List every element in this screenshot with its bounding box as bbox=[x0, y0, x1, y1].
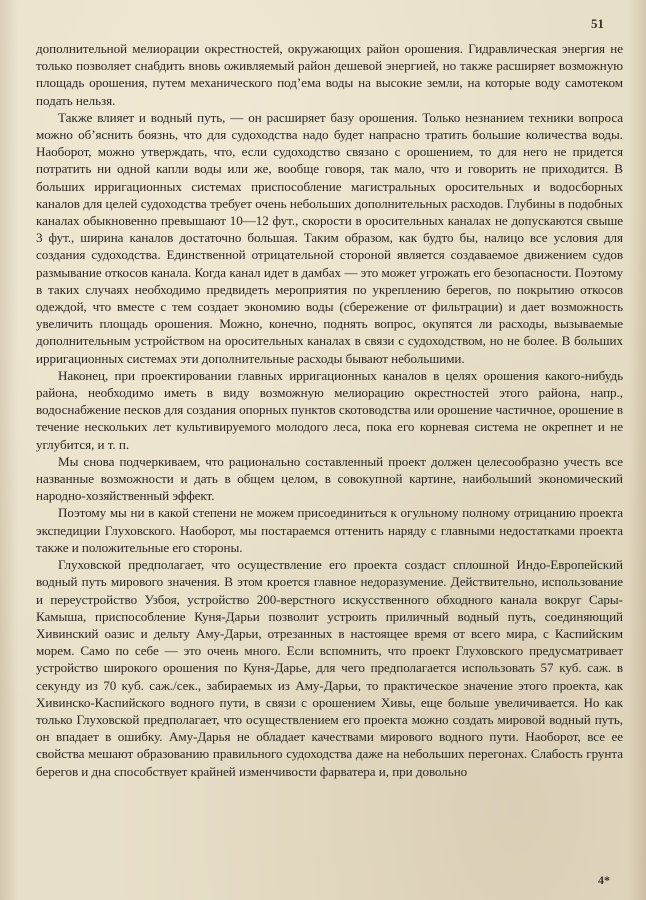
paragraph-canals-design: Наконец, при проектировании главных ирригационных каналов в целях орошения какого-нибудь района, необходимо иметь в виду возможную мелиорацию окрестностей этого района, напр., водоснабжение песков для создания опорных пунктов скотоводства или орошение частичное, орошение в течение нескольких лет культивируемого молодого леса, пока его корневая система не окрепнет и не углубится, и т. п. bbox=[36, 367, 623, 452]
page-number: 51 bbox=[591, 16, 604, 31]
body-text bbox=[36, 40, 623, 780]
paragraph-glukhovsky-waterway: Глуховской предполагает, что осуществление его проекта создаст сплошной Индо-Европейский водный путь мирового значения. В этом кроется главное недоразумение. Действительно, использование и переустройство Узбоя, устройство 200-верстного искусственного обходного канала вокруг Сары-Камыша, приспособление Куня-Дарьи позволит устроить приличный водный путь, соединяющий Хивинский оазис и дельту Аму-Дарьи, отрезанных в настоящее время от всего мира, с Каспийским морем. Само по себе — это очень много. Если вспомнить, что проект Глуховского предусматривает устройство широкого орошения по Куня-Дарье, для чего предполагается использовать 57 куб. саж. в секунду из 70 куб. саж./сек., забираемых из Аму-Дарьи, то практическое значение этого проекта, как Хивинско-Каспийского водного пути, в связи с орошением Хивы, еще больше увеличивается. Но как только Глуховской предполагает, что осуществлением его проекта можно создать мировой водный путь, он впадает в ошибку. Аму-Дарья не обладает качествами мирового водного пути. Наоборот, все ее свойства мешают образованию правильного судоходства даже на небольших перегонах. Слабость грунта берегов и дна способствует крайней изменчивости фарватера и, при довольно bbox=[36, 557, 623, 779]
paragraph-waterway: Также влияет и водный путь, — он расширяет базу орошения. Только незнанием техники вопроса можно об’яснить боязнь, что для судоходства надо будет напрасно тратить большие количества воды. Наоборот, можно утверждать, что, если судоходство связано с орошением, то для него не придется потратить ни одной капли воды или же, вообще говоря, так мало, что и говорить не приходится. В больших ирригационных системах приспособление магистральных оросительных и водосборных каналов для целей судоходства требует очень небольших дополнительных расходов. Глубины в подобных каналах обыкновенно превышают 10—12 фут., скорости в оросительных каналах не допускаются свыше 3 фут., ширина каналов достаточно большая. Таким образом, как будто бы, налицо все условия для создания судоходства. Единственной отрицательной стороной является создаваемое движением судов размывание откосов канала. Когда канал идет в дамбах — это может угрожать его безопасности. Поэтому в таких случаях необходимо предвидеть мероприятия по укреплению берегов, по покрытию откосов одеждой, что вместе с тем создает экономию воды (сбережение от фильтрации) и дает возможность увеличить площадь орошения. Можно, конечно, поднять вопрос, окупятся ли расходы, вызываемые дополнительным устройством на оросительных каналах в связи с судоходством, но не более. В больших ирригационных системах эти дополнительные расходы бывают небольшими. bbox=[36, 109, 623, 366]
printer-signature-mark: 4* bbox=[598, 873, 610, 887]
paragraph-rational-project: Мы снова подчеркиваем, что рационально составленный проект должен целесообразно учесть все названные возможности и дать в общем целом, в совокупной картине, наибольший экономический народно-хозяйственный эффект. bbox=[36, 453, 623, 504]
paragraph-glukhovsky-critique: Поэтому мы ни в какой степени не можем присоединиться к огульному полному отрицанию проекта экспедиции Глуховского. Наоборот, мы постараемся оттенить наряду с главными недостатками проекта также и положительные его стороны. bbox=[36, 505, 623, 555]
paragraph-continuation: дополнительной мелиорации окрестностей, окружающих район орошения. Гидравлическая энергия не только позволяет снабдить вновь оживляемый район дешевой энергией, но также расширяет возможную площадь орошения, путем механического под’ема воды на высокие земли, на которые воду самотеком подать нельзя. bbox=[36, 41, 623, 108]
